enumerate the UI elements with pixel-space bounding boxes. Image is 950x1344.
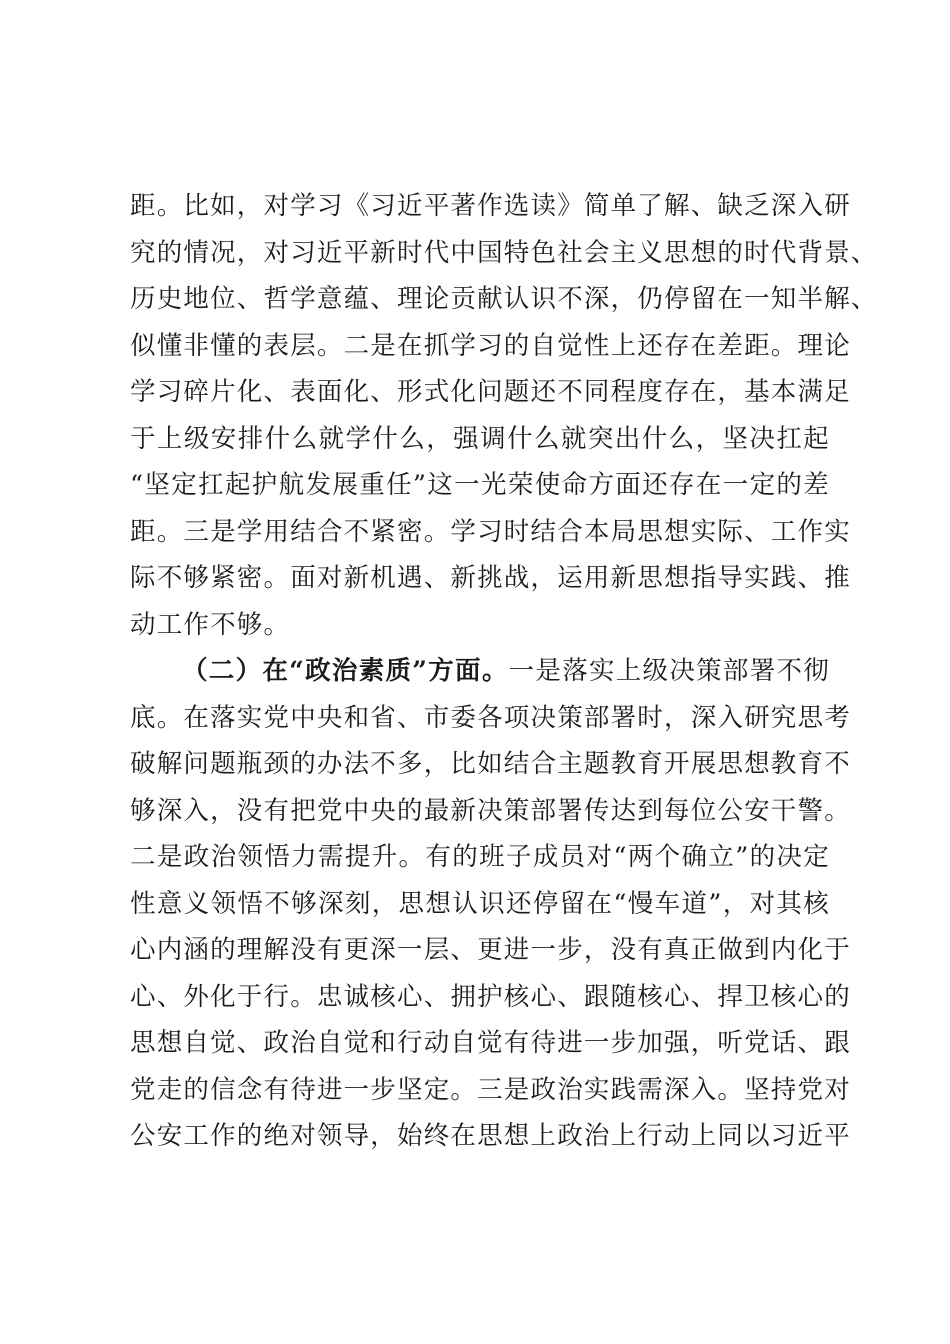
text-line: 似懂非懂的表层。二是在抓学习的自觉性上还存在差距。理论 — [130, 330, 851, 361]
text-line: 性意义领悟不够深刻，思想认识还停留在“慢车道”，对其核 — [130, 888, 830, 919]
text-line-rest: 一是落实上级决策部署不彻 — [508, 656, 830, 686]
text-line: 历史地位、哲学意蕴、理论贡献认识不深，仍停留在一知半解、 — [130, 284, 878, 314]
paragraph-political-quality — [130, 648, 851, 1160]
text-line: 学习碎片化、表面化、形式化问题还不同程度存在，基本满足 — [130, 377, 851, 407]
text-line: 二是政治领悟力需提升。有的班子成员对“两个确立”的决定 — [130, 842, 830, 872]
text-line: 党走的信念有待进一步坚定。三是政治实践需深入。坚持党对 — [130, 1074, 851, 1105]
text-line: 破解问题瓶颈的办法不多，比如结合主题教育开展思想教育不 — [130, 749, 851, 779]
paragraph-study — [130, 183, 878, 648]
text-line: 际不够紧密。面对新机遇、新挑战，运用新思想指导实践、推 — [130, 563, 851, 593]
text-line: 够深入，没有把党中央的最新决策部署传达到每位公安干警。 — [130, 795, 851, 826]
section-heading: （二）在“政治素质”方面。 — [182, 656, 509, 686]
text-line: 动工作不够。 — [130, 609, 291, 640]
text-line: 心内涵的理解没有更深一层、更进一步，没有真正做到内化于 — [130, 935, 851, 965]
text-line: 距。比如，对学习《习近平著作选读》简单了解、缺乏深入研 — [130, 191, 851, 221]
text-line: 底。在落实党中央和省、市委各项决策部署时，深入研究思考 — [130, 702, 851, 733]
document-body — [130, 183, 878, 1160]
text-line: 于上级安排什么就学什么，强调什么就突出什么，坚决扛起 — [130, 423, 830, 454]
text-line: 究的情况，对习近平新时代中国特色社会主义思想的时代背景、 — [130, 237, 878, 268]
text-line: “坚定扛起护航发展重任”这一光荣使命方面还存在一定的差 — [130, 470, 830, 500]
text-line — [130, 648, 830, 695]
text-line: 思想自觉、政治自觉和行动自觉有待进一步加强，听党话、跟 — [130, 1028, 851, 1058]
text-line: 心、外化于行。忠诚核心、拥护核心、跟随核心、捍卫核心的 — [130, 981, 851, 1012]
text-line: 距。三是学用结合不紧密。学习时结合本局思想实际、工作实 — [130, 516, 851, 547]
text-line: 公安工作的绝对领导，始终在思想上政治上行动上同以习近平 — [130, 1121, 851, 1151]
